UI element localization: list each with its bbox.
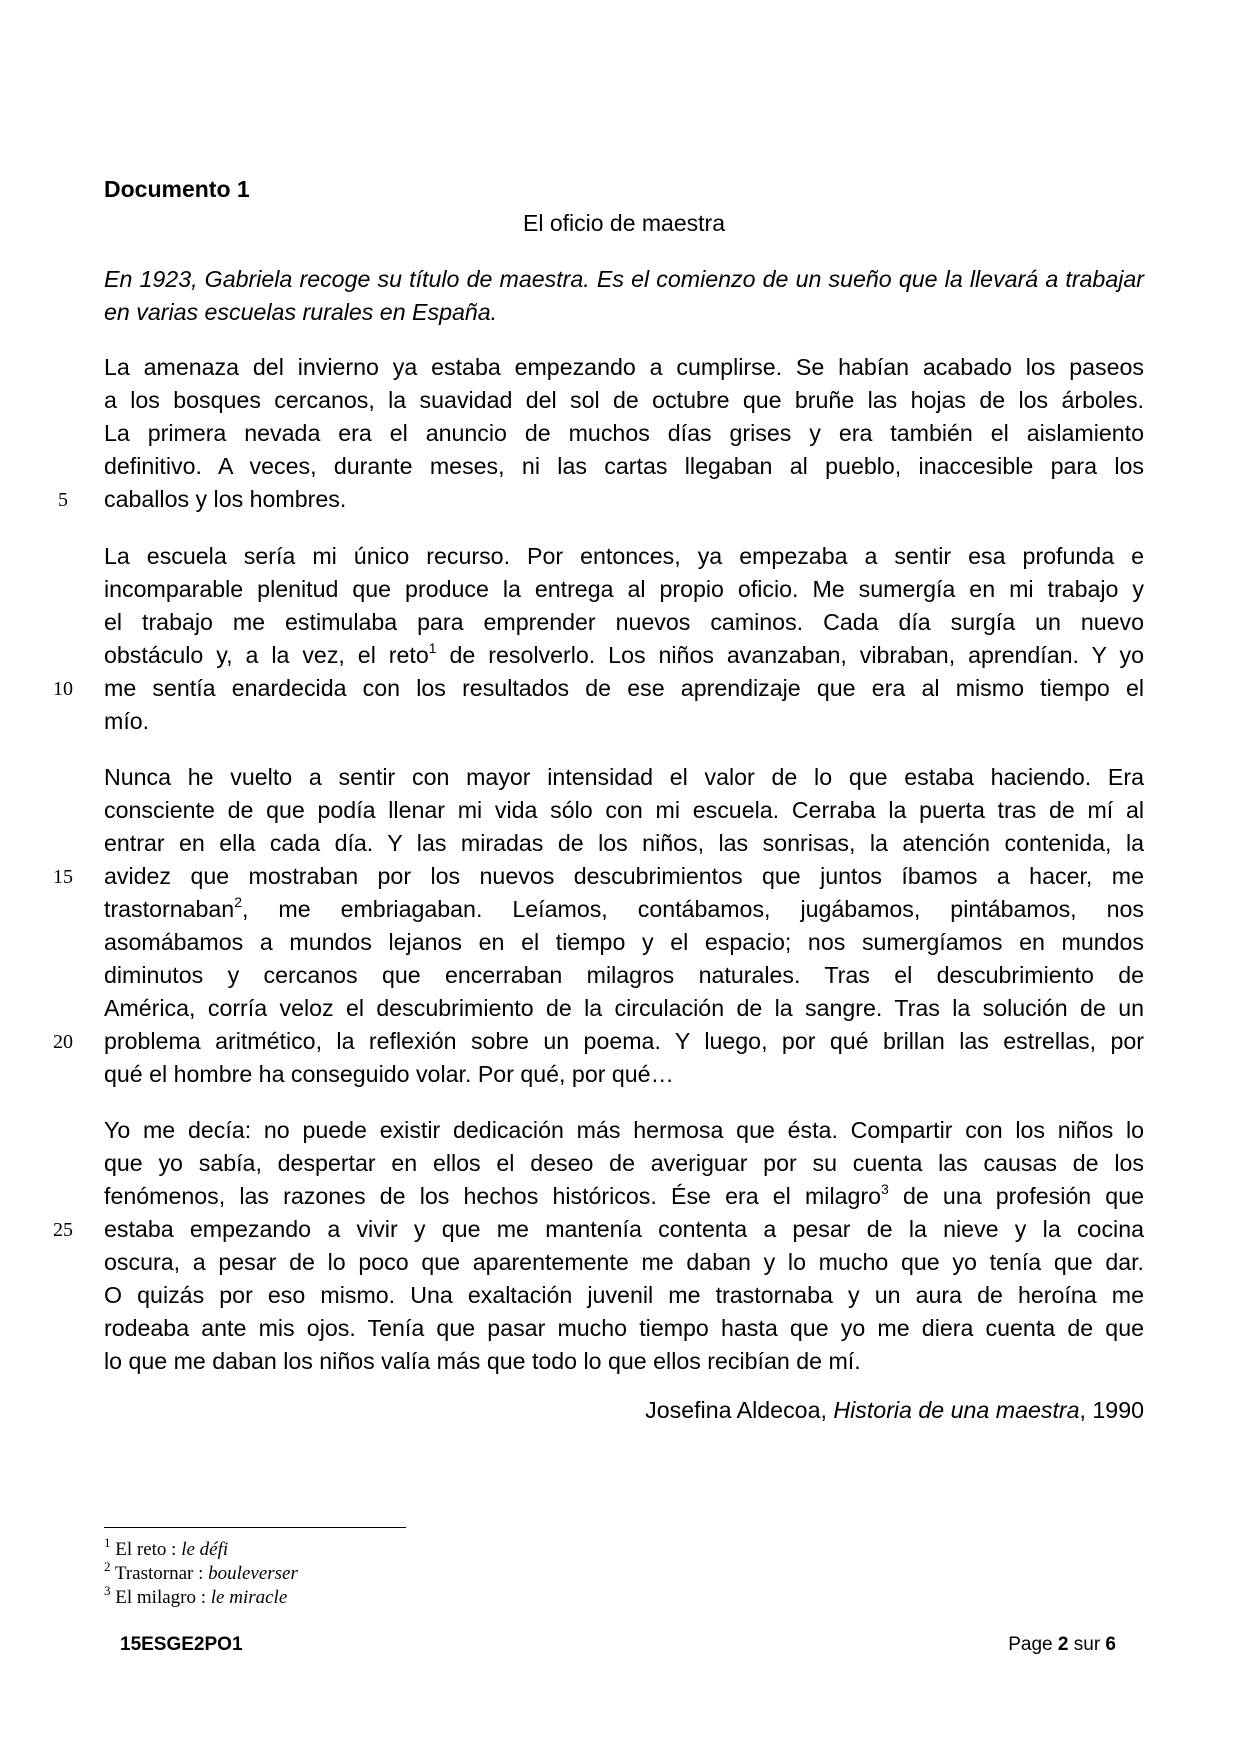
text-line: asomábamos a mundos lejanos en el tiempo y el espacio; nos sumergíamos en mundos — [104, 929, 1144, 955]
text-segment: trastornaban — [104, 896, 235, 922]
text-line: diminutos y cercanos que encerraban milagros naturales. Tras el descubrimiento de — [104, 962, 1144, 988]
text-segment: , me embriagaban. Leíamos, contábamos, jugábamos, pintábamos, nos — [242, 896, 1144, 922]
text-segment: de resolverlo. Los niños avanzaban, vibraban, aprendían. Y yo — [436, 642, 1144, 668]
text-line: mío. — [104, 708, 150, 734]
footnote-term: El reto : — [115, 1539, 182, 1560]
exam-code: 15ESGE2PO1 — [120, 1634, 243, 1655]
citation-year: , 1990 — [1079, 1397, 1144, 1423]
footnote-translation: le miracle — [210, 1587, 288, 1608]
line-number-25: 25 — [53, 1219, 73, 1241]
footnote-ref-1: 1 — [428, 640, 437, 657]
text-line: consciente de que podía llenar mi vida sólo con mi escuela. Cerraba la puerta tras de mí al — [104, 797, 1144, 823]
line-number-10: 10 — [53, 678, 73, 700]
page-total: 6 — [1105, 1634, 1116, 1655]
text-line: La escuela sería mi único recurso. Por entonces, ya empezaba a sentir esa profunda e — [104, 543, 1144, 569]
paragraph-2 — [104, 540, 1144, 738]
text-line: definitivo. A veces, durante meses, ni las cartas llegaban al pueblo, inaccesible para los — [104, 453, 1144, 479]
page-current: 2 — [1057, 1634, 1069, 1655]
footnote-term: Trastornar : — [114, 1563, 209, 1584]
line-number-20: 20 — [53, 1031, 73, 1053]
document-title: El oficio de maestra — [523, 210, 725, 236]
text-line: La amenaza del invierno ya estaba empezando a cumplirse. Se habían acabado los paseos — [104, 354, 1144, 380]
text-line: lo que me daban los niños valía más que todo lo que ellos recibían de mí. — [104, 1348, 861, 1374]
text-line: oscura, a pesar de lo poco que aparentemente me daban y lo mucho que yo tenía que dar. — [104, 1249, 1144, 1275]
text-line: entrar en ella cada día. Y las miradas de los niños, las sonrisas, la atención contenida, la — [104, 830, 1144, 856]
footnote-divider — [104, 1527, 406, 1528]
text-line: Yo me decía: no puede existir dedicación más hermosa que ésta. Compartir con los niños lo — [104, 1117, 1144, 1143]
text-segment: de una profesión que — [888, 1183, 1144, 1209]
text-line: avidez que mostraban por los nuevos descubrimientos que juntos íbamos a hacer, me — [104, 863, 1144, 889]
text-line — [104, 1180, 1144, 1213]
page-indicator — [1008, 1632, 1116, 1658]
document-label: Documento 1 — [104, 176, 250, 202]
paragraph-3 — [104, 761, 1144, 1091]
text-segment: obstáculo y, a la vez, el reto — [104, 642, 429, 668]
text-line: incomparable plenitud que produce la entrega al propio oficio. Me sumergía en mi trabajo y — [104, 576, 1144, 602]
paragraph-1 — [104, 351, 1144, 516]
line-number-5: 5 — [58, 489, 68, 511]
text-line: qué el hombre ha conseguido volar. Por qué, por qué… — [104, 1061, 674, 1087]
text-line: Nunca he vuelto a sentir con mayor intensidad el valor de lo que estaba haciendo. Era — [104, 764, 1144, 790]
footnote-translation: bouleverser — [208, 1563, 298, 1584]
text-line: caballos y los hombres. — [104, 486, 347, 512]
footnote-number: 3 — [104, 1582, 111, 1598]
footnote-number: 1 — [104, 1534, 111, 1550]
footnote-ref-3: 3 — [881, 1181, 889, 1198]
text-line: O quizás por eso mismo. Una exaltación juvenil me trastornaba y un aura de heroína me — [104, 1282, 1144, 1308]
source-citation — [645, 1395, 1144, 1425]
footnote-1 — [104, 1534, 298, 1562]
footnote-translation: le défi — [181, 1539, 229, 1560]
text-line: me sentía enardecida con los resultados de ese aprendizaje que era al mismo tiempo el — [104, 675, 1144, 701]
citation-author: Josefina Aldecoa, — [645, 1397, 834, 1423]
footnote-ref-2: 2 — [234, 894, 242, 911]
text-segment: fenómenos, las razones de los hechos históricos. Ése era el milagro — [104, 1183, 882, 1209]
page-middle: sur — [1068, 1634, 1106, 1655]
intro-text: En 1923, Gabriela recoge su título de maestra. Es el comienzo de un sueño que la llevará a trabajar en varias escuelas rurales en España. — [104, 266, 1144, 325]
footnotes — [104, 1534, 298, 1610]
text-line — [104, 639, 1144, 672]
citation-work: Historia de una maestra — [833, 1397, 1080, 1423]
footnote-term: El milagro : — [115, 1587, 211, 1608]
text-line: el trabajo me estimulaba para emprender nuevos caminos. Cada día surgía un nuevo — [104, 609, 1144, 635]
text-line: que yo sabía, despertar en ellos el deseo de averiguar por su cuenta las causas de los — [104, 1150, 1144, 1176]
page-prefix: Page — [1008, 1634, 1058, 1655]
text-line: rodeaba ante mis ojos. Tenía que pasar mucho tiempo hasta que yo me diera cuenta de que — [104, 1315, 1144, 1341]
text-line: problema aritmético, la reflexión sobre un poema. Y luego, por qué brillan las estrellas, por — [104, 1028, 1144, 1054]
footnote-2 — [104, 1558, 298, 1586]
paragraph-4 — [104, 1114, 1144, 1378]
text-line: a los bosques cercanos, la suavidad del sol de octubre que bruñe las hojas de los árboles. — [104, 387, 1144, 413]
text-line: América, corría veloz el descubrimiento de la circulación de la sangre. Tras la solución de un — [104, 995, 1144, 1021]
text-line — [104, 893, 1144, 926]
text-line: estaba empezando a vivir y que me mantenía contenta a pesar de la nieve y la cocina — [104, 1216, 1144, 1242]
text-line: La primera nevada era el anuncio de muchos días grises y era también el aislamiento — [104, 420, 1144, 446]
footnote-number: 2 — [104, 1558, 111, 1574]
line-number-15: 15 — [53, 866, 73, 888]
footnote-3 — [104, 1582, 298, 1610]
